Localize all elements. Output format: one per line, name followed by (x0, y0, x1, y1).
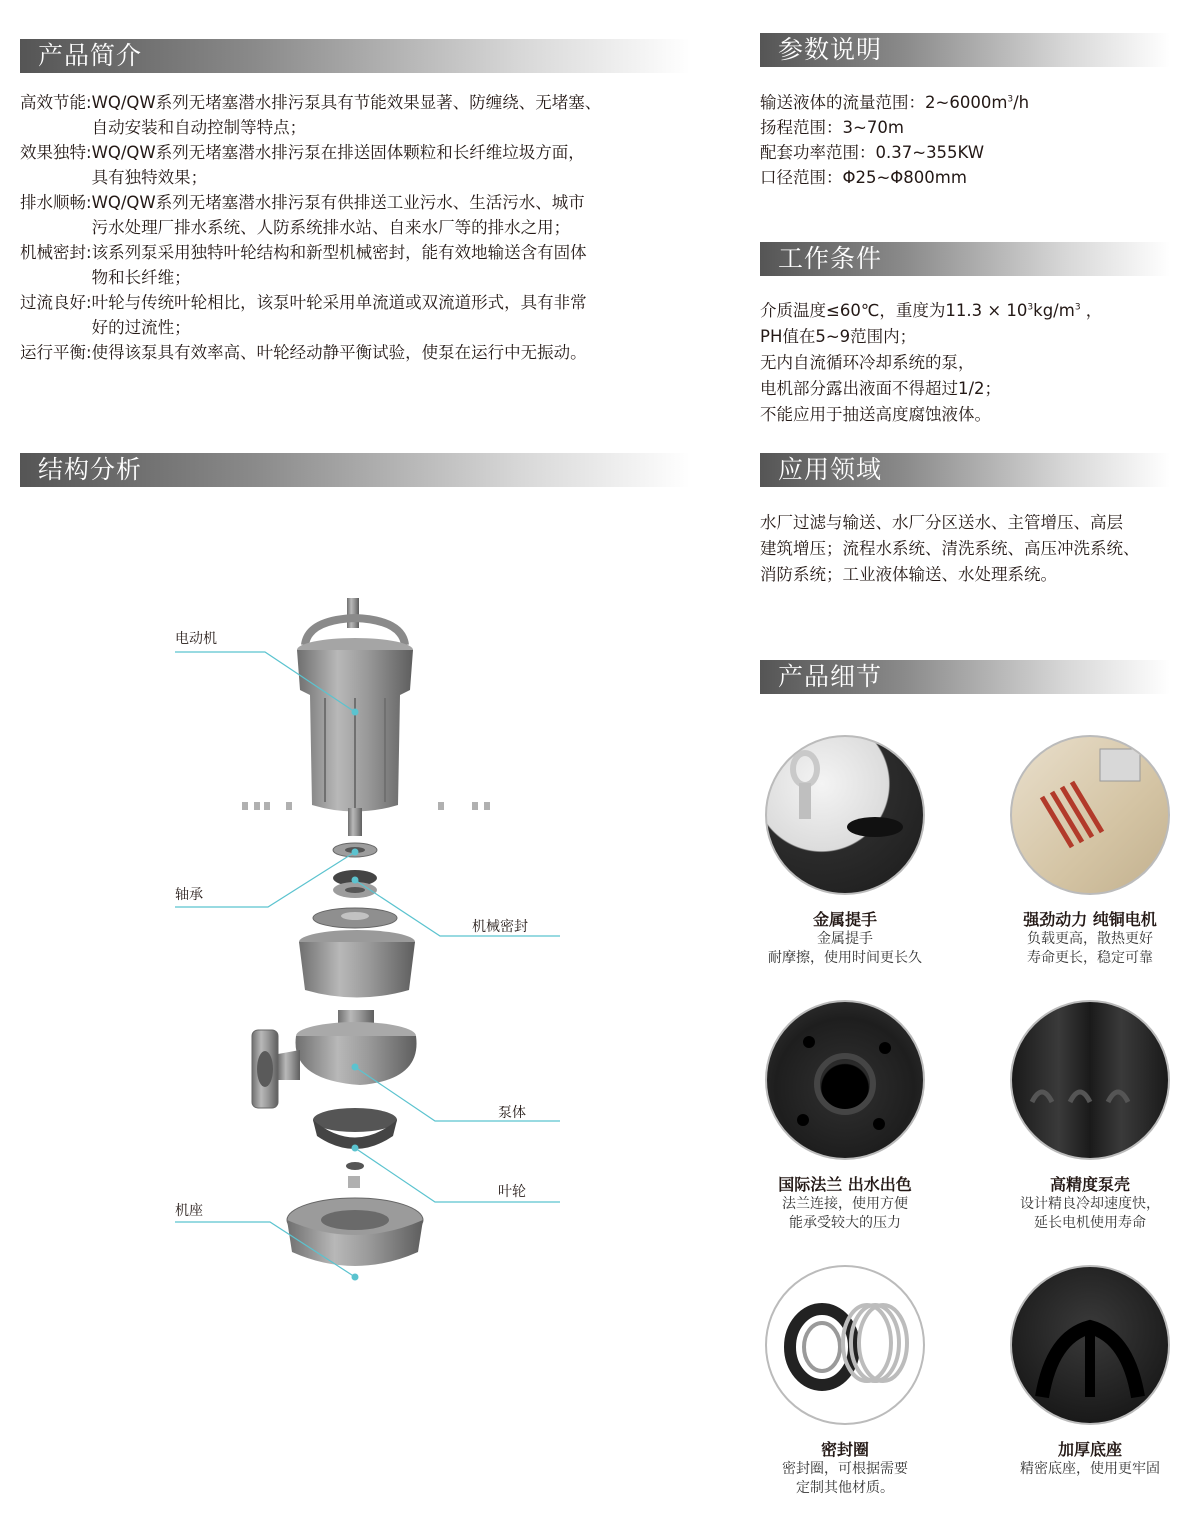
intro-line: WQ/QW系列无堵塞潜水排污泵在排送固体颗粒和长纤维垃圾方面， (91, 143, 585, 162)
detail-desc-line: 设计精良冷却速度快， (1020, 1196, 1160, 1212)
param-power: 配套功率范围：0.37~355KW (760, 143, 985, 162)
detail-item (1000, 735, 1180, 968)
condition-sup: 3 (1074, 302, 1081, 313)
intro-line: WQ/QW系列无堵塞潜水排污泵具有节能效果显著、防缠绕、无堵塞、 (91, 93, 602, 112)
detail-item (755, 1265, 935, 1498)
intro-line: 自动安装和自动控制等特点； (91, 118, 307, 137)
motor-handle-icon (305, 598, 405, 645)
condition-line: PH值在5~9范围内； (760, 327, 917, 346)
param-head: 扬程范围：3~70m (760, 118, 904, 137)
leader-dot-motor (352, 709, 359, 716)
detail-desc-line: 密封圈，可根据需要 (782, 1461, 908, 1477)
detail-desc-line: 法兰连接，使用方便 (782, 1196, 908, 1212)
flange-photo-icon (765, 1000, 925, 1160)
detail-desc-line: 延长电机使用寿命 (1034, 1215, 1146, 1231)
intro-line: 具有独特效果； (91, 168, 208, 187)
intro-label: 机械密封: (20, 243, 92, 262)
intro-line: 使得该泵具有效率高、叶轮经动静平衡试验，使泵在运行中无振动。 (91, 343, 587, 362)
detail-title: 高精度泵壳 (1049, 1175, 1130, 1194)
condition-sup: 3 (1027, 302, 1034, 313)
intro-item (20, 240, 700, 290)
param-flow-sup: 3 (1007, 94, 1014, 105)
seal-ring-photo-icon (765, 1265, 925, 1425)
condition-line (760, 298, 1180, 324)
intro-label: 过流良好: (20, 293, 92, 312)
motor-icon (297, 638, 413, 836)
copper-motor-photo-icon (1010, 735, 1170, 895)
intro-label: 排水顺畅: (20, 193, 92, 212)
detail-item (1000, 1000, 1180, 1233)
handle-photo-icon (765, 735, 925, 895)
section-header-application: 应用领域 (760, 453, 1170, 487)
label-seal: 机械密封 (472, 919, 528, 935)
base-photo-icon (1010, 1265, 1170, 1425)
leader-dot-impeller (352, 1145, 359, 1152)
seal-plate-icon (313, 908, 397, 928)
application-line: 建筑增压；流程水系统、清洗系统、高压冲洗系统、 (760, 539, 1140, 558)
intro-item (20, 190, 700, 240)
detail-desc-line: 负载更高，散热更好 (1027, 931, 1153, 947)
intro-item (20, 90, 700, 140)
detail-desc-line: 金属提手 (817, 931, 873, 947)
section-header-structure: 结构分析 (20, 453, 690, 487)
application-block (760, 510, 1190, 588)
section-header-intro: 产品简介 (20, 39, 690, 73)
detail-title: 强劲动力 纯铜电机 (1023, 910, 1157, 929)
detail-item (755, 1000, 935, 1233)
leader-dot-bearing (352, 849, 359, 856)
intro-label: 运行平衡: (20, 343, 92, 362)
pump-body-icon (252, 1010, 417, 1108)
application-line: 消防系统；工业液体输送、水处理系统。 (760, 565, 1057, 584)
condition-text: 介质温度≤60℃，重度为11.3 × 10 (760, 301, 1028, 320)
detail-title: 密封圈 (820, 1440, 869, 1459)
param-flow-text: 输送液体的流量范围：2~6000m (760, 93, 1008, 112)
label-body: 泵体 (498, 1105, 526, 1121)
intro-line: WQ/QW系列无堵塞潜水排污泵有供排送工业污水、生活污水、城市 (91, 193, 585, 212)
detail-desc-line: 定制其他材质。 (796, 1480, 894, 1496)
condition-text: kg/m (1033, 301, 1075, 320)
intro-line: 该系列泵采用独特叶轮结构和新型机械密封，能有效地输送含有固体 (91, 243, 587, 262)
params-block (760, 90, 1180, 190)
intro-label: 效果独特: (20, 143, 92, 162)
intro-list (20, 90, 700, 365)
base-icon (287, 1198, 423, 1266)
pump-shell-photo-icon (1010, 1000, 1170, 1160)
intro-item (20, 340, 700, 365)
detail-item (755, 735, 935, 968)
label-impeller: 叶轮 (498, 1184, 526, 1200)
intro-line: 叶轮与传统叶轮相比，该泵叶轮采用单流道或双流道形式，具有非常 (91, 293, 587, 312)
oil-chamber-icon (299, 930, 415, 998)
detail-item (1000, 1265, 1180, 1479)
section-header-params: 参数说明 (760, 33, 1170, 67)
param-flow-unit: /h (1013, 93, 1030, 112)
leader-dot-seal (352, 877, 359, 884)
conditions-block (760, 298, 1180, 428)
condition-line: 无内自流循环冷却系统的泵， (760, 353, 975, 372)
pump-exploded-diagram (160, 580, 580, 1300)
label-base: 机座 (175, 1203, 203, 1219)
mechanical-seal-icon (333, 870, 377, 898)
detail-desc-line: 耐摩擦，使用时间更长久 (768, 950, 922, 966)
param-diameter: 口径范围：Φ25~Φ800mm (760, 168, 967, 187)
detail-title: 国际法兰 出水出色 (778, 1175, 912, 1194)
application-line: 水厂过滤与输送、水厂分区送水、主管增压、高层 (760, 513, 1123, 532)
condition-text: ， (1080, 301, 1103, 320)
detail-title: 金属提手 (812, 910, 877, 929)
condition-line: 不能应用于抽送高度腐蚀液体。 (760, 405, 991, 424)
detail-title: 加厚底座 (1057, 1440, 1122, 1459)
detail-desc-line: 能承受较大的压力 (789, 1215, 901, 1231)
intro-item (20, 290, 700, 340)
param-flow (760, 90, 1180, 115)
intro-label: 高效节能: (20, 93, 92, 112)
leader-dot-body (352, 1064, 359, 1071)
leader-seal (355, 880, 560, 936)
detail-desc-line: 精密底座，使用更牢固 (1020, 1461, 1160, 1477)
intro-line: 物和长纤维； (91, 268, 191, 287)
intro-line: 污水处理厂排水系统、人防系统排水站、自来水厂等的排水之用； (91, 218, 571, 237)
leader-impeller (355, 1148, 560, 1202)
section-header-conditions: 工作条件 (760, 242, 1170, 276)
detail-desc-line: 寿命更长，稳定可靠 (1027, 950, 1153, 966)
condition-line: 电机部分露出液面不得超过1/2； (760, 379, 1002, 398)
intro-line: 好的过流性； (91, 318, 191, 337)
leader-dot-base (352, 1274, 359, 1281)
label-motor: 电动机 (175, 631, 217, 647)
intro-item (20, 140, 700, 190)
section-header-details: 产品细节 (760, 660, 1170, 694)
label-bearing: 轴承 (175, 887, 203, 903)
